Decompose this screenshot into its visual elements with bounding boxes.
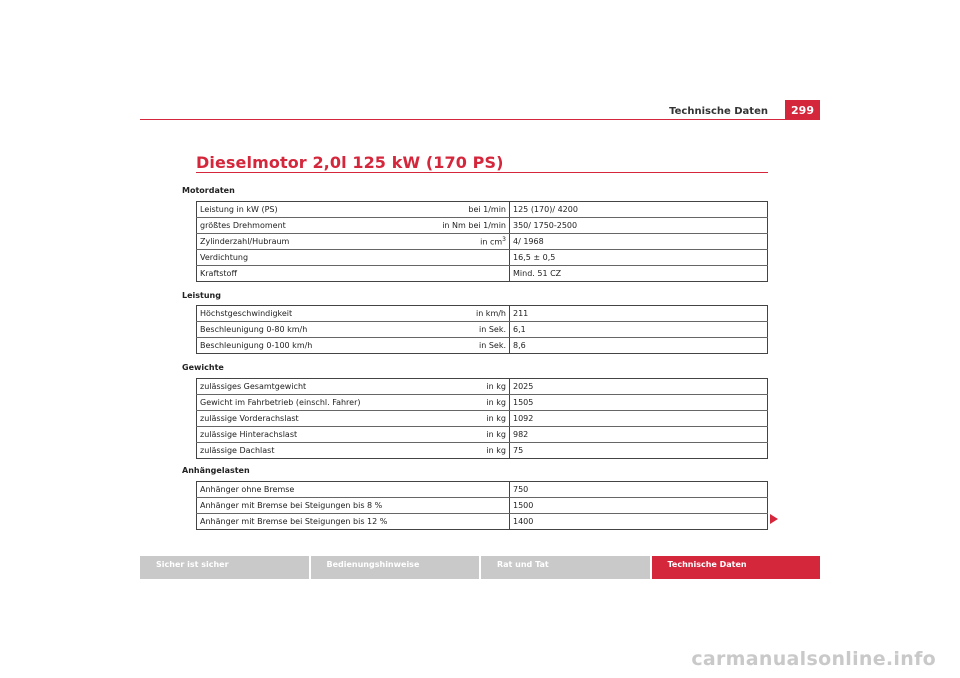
table-row bbox=[197, 411, 768, 427]
row-value: 211 bbox=[510, 306, 768, 322]
table-leistung bbox=[196, 305, 768, 354]
row-label: Anhänger ohne Bremse bbox=[197, 482, 424, 498]
row-unit: in kg bbox=[423, 379, 510, 395]
table-row bbox=[197, 443, 768, 459]
row-value: 8,6 bbox=[513, 340, 526, 350]
table-row bbox=[197, 482, 768, 498]
next-page-triangle-icon[interactable] bbox=[770, 514, 778, 524]
footer-nav bbox=[140, 556, 820, 579]
row-unit: in kg bbox=[423, 427, 510, 443]
table-gewichte bbox=[196, 378, 768, 459]
table-row bbox=[197, 234, 768, 250]
row-label: Beschleunigung 0-100 km/h bbox=[200, 340, 313, 350]
row-unit-text: in cm bbox=[480, 237, 503, 247]
row-value: 1500 bbox=[510, 498, 768, 514]
row-value: 1092 bbox=[510, 411, 768, 427]
row-value: 982 bbox=[510, 427, 768, 443]
row-unit bbox=[423, 266, 510, 282]
section-label-leistung: Leistung bbox=[182, 291, 221, 300]
header-title: Technische Daten bbox=[669, 106, 768, 117]
table-row bbox=[197, 395, 768, 411]
row-label: Anhänger mit Bremse bei Steigungen bis 12 % bbox=[200, 516, 388, 526]
row-value: 75 bbox=[513, 445, 524, 455]
table-row bbox=[197, 250, 768, 266]
section-label-gewichte: Gewichte bbox=[182, 363, 224, 372]
row-label: Anhänger mit Bremse bei Steigungen bis 8 % bbox=[197, 498, 424, 514]
row-label: zulässige Dachlast bbox=[200, 445, 275, 455]
table-motordaten bbox=[196, 201, 768, 282]
row-unit bbox=[423, 482, 510, 498]
row-label: Beschleunigung 0-80 km/h bbox=[197, 322, 424, 338]
row-unit bbox=[423, 498, 510, 514]
table-row bbox=[197, 202, 768, 218]
row-label: zulässige Vorderachslast bbox=[197, 411, 424, 427]
footer-tab-technische-daten[interactable]: Technische Daten bbox=[650, 556, 821, 579]
row-label: Verdichtung bbox=[197, 250, 424, 266]
table-row bbox=[197, 322, 768, 338]
page-title: Dieselmotor 2,0l 125 kW (170 PS) bbox=[196, 153, 504, 172]
row-value: 1400 bbox=[513, 516, 534, 526]
table-row bbox=[197, 306, 768, 322]
row-value: 16,5 ± 0,5 bbox=[510, 250, 768, 266]
row-value: Mind. 51 CZ bbox=[513, 268, 562, 278]
row-value: 1505 bbox=[510, 395, 768, 411]
section-label-anhaengelasten: Anhängelasten bbox=[182, 466, 250, 475]
row-unit: in Sek. bbox=[423, 338, 510, 354]
page-number: 299 bbox=[785, 100, 820, 120]
row-unit: in kg bbox=[423, 395, 510, 411]
table-row bbox=[197, 427, 768, 443]
row-unit: in Sek. bbox=[423, 322, 510, 338]
table-row bbox=[197, 498, 768, 514]
table-row bbox=[197, 338, 768, 354]
table-row bbox=[197, 514, 768, 530]
header-rule bbox=[140, 119, 820, 120]
table-anhaengelasten bbox=[196, 481, 768, 530]
row-label: Kraftstoff bbox=[200, 268, 237, 278]
row-unit: in km/h bbox=[423, 306, 510, 322]
row-unit: bei 1/min bbox=[423, 202, 510, 218]
row-unit: in kg bbox=[423, 411, 510, 427]
row-value: 125 (170)/ 4200 bbox=[510, 202, 768, 218]
row-unit: in Nm bei 1/min bbox=[423, 218, 510, 234]
row-unit bbox=[423, 234, 510, 250]
footer-tab-rat-und-tat[interactable]: Rat und Tat bbox=[479, 556, 650, 579]
table-row bbox=[197, 218, 768, 234]
row-label: Zylinderzahl/Hubraum bbox=[197, 234, 424, 250]
row-label: größtes Drehmoment bbox=[197, 218, 424, 234]
row-value: 6,1 bbox=[510, 322, 768, 338]
row-value: 350/ 1750-2500 bbox=[510, 218, 768, 234]
title-rule bbox=[196, 172, 768, 173]
row-unit bbox=[423, 250, 510, 266]
footer-tab-bedienungshinweise[interactable]: Bedienungshinweise bbox=[309, 556, 480, 579]
row-value: 2025 bbox=[510, 379, 768, 395]
row-label: zulässiges Gesamtgewicht bbox=[197, 379, 424, 395]
section-label-motordaten: Motordaten bbox=[182, 186, 235, 195]
row-label: zulässige Hinterachslast bbox=[197, 427, 424, 443]
row-unit-superscript: 3 bbox=[502, 236, 506, 244]
row-value: 750 bbox=[510, 482, 768, 498]
table-row bbox=[197, 379, 768, 395]
row-value: 4/ 1968 bbox=[510, 234, 768, 250]
footer-tab-sicher-ist-sicher[interactable]: Sicher ist sicher bbox=[140, 556, 309, 579]
row-label: Höchstgeschwindigkeit bbox=[197, 306, 424, 322]
row-label: Gewicht im Fahrbetrieb (einschl. Fahrer) bbox=[197, 395, 424, 411]
watermark: carmanualsonline.info bbox=[691, 648, 936, 670]
row-unit bbox=[423, 514, 510, 530]
row-label: Leistung in kW (PS) bbox=[197, 202, 424, 218]
row-unit: in kg bbox=[423, 443, 510, 459]
table-row bbox=[197, 266, 768, 282]
